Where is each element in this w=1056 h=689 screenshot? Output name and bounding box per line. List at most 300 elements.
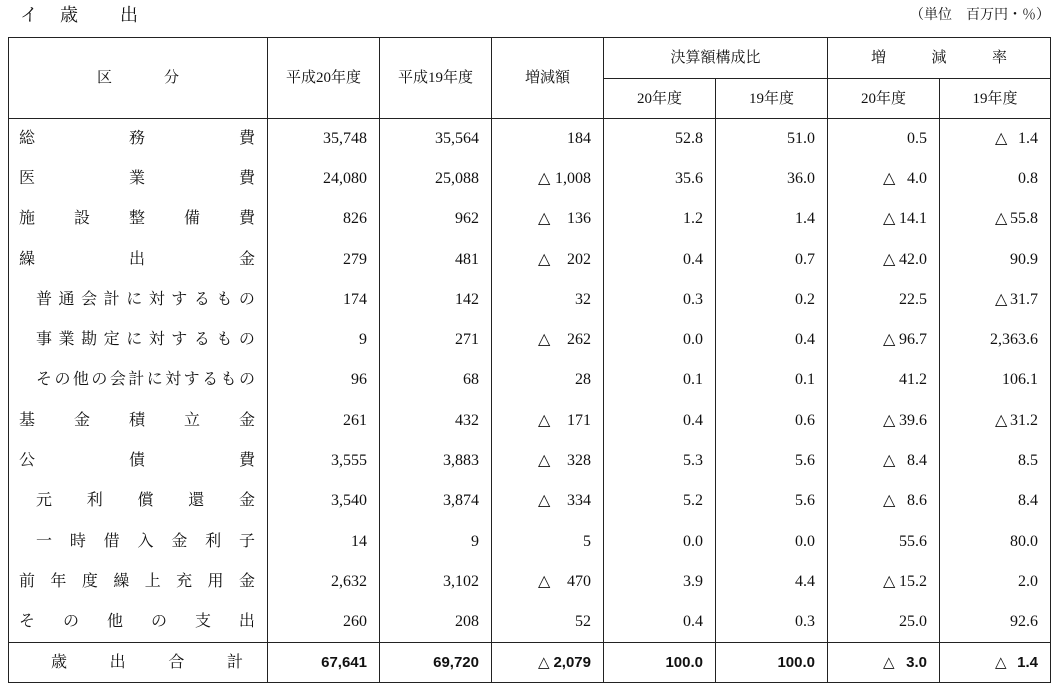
value-fy20: 24,080 [323, 169, 367, 187]
label-char: す [171, 331, 188, 349]
cell-number: 8.4 [903, 452, 928, 470]
value-change [492, 411, 603, 431]
value-change: 52 [575, 612, 591, 630]
cell-fy20 [268, 642, 380, 682]
cell-rate-fy19 [940, 360, 1051, 400]
cell-change [492, 320, 604, 360]
label-char: 整 [128, 210, 145, 228]
label-char: そ [36, 371, 53, 389]
cell-number: 262 [563, 331, 591, 349]
value-fy19: 3,874 [443, 492, 479, 510]
value-share-fy20: 52.8 [675, 129, 703, 147]
cell-fy19 [380, 360, 492, 400]
cell-change [492, 642, 604, 682]
value-share-fy20: 100.0 [665, 653, 703, 671]
cell-share-fy19 [716, 280, 828, 320]
cell-rate-fy19 [940, 199, 1051, 239]
row-label [9, 451, 267, 471]
cell-number: 171 [563, 411, 591, 429]
value-share-fy19: 100.0 [777, 653, 816, 671]
value-fy20: 9 [359, 331, 367, 349]
value-change [492, 653, 603, 673]
label-char: す [183, 371, 200, 389]
value-share-fy20: 0.0 [683, 532, 703, 550]
decrease-mark: △ [883, 572, 896, 590]
label-char: 計 [103, 290, 120, 308]
value-fy19: 3,883 [443, 452, 479, 470]
cell-share-fy19 [716, 602, 828, 642]
value-share-fy19: 1.4 [795, 210, 816, 228]
header-composition: 決算額構成比 [604, 38, 828, 79]
label-char: す [171, 290, 188, 308]
value-rate-fy20: 22.5 [899, 290, 928, 308]
value-change: 5 [583, 532, 591, 550]
row-label-cell [9, 199, 268, 239]
value-fy19: 481 [455, 250, 479, 268]
decrease-mark: △ [538, 331, 551, 349]
cell-fy20 [268, 521, 380, 561]
cell-share-fy19 [716, 642, 828, 682]
cell-rate-fy19 [940, 642, 1051, 682]
table-row [9, 119, 1051, 159]
cell-share-fy20 [604, 360, 716, 400]
label-char: 通 [58, 290, 75, 308]
label-char: に [126, 331, 143, 349]
unit-note: （単位 百万円・％） [910, 8, 1050, 23]
cell-change [492, 521, 604, 561]
header-rate-fy20: 20年度 [828, 79, 940, 119]
cell-fy19 [380, 280, 492, 320]
cell-fy19 [380, 602, 492, 642]
label-char: 還 [188, 492, 205, 510]
value-fy20: 3,540 [331, 492, 367, 510]
value-fy20: 96 [351, 371, 367, 389]
row-label-cell [9, 239, 268, 279]
cell-number: 96.7 [899, 331, 928, 349]
label-char: の [150, 612, 167, 630]
value-rate-fy19 [940, 290, 1050, 310]
label-char: 充 [176, 572, 193, 590]
label-char: 計 [226, 653, 243, 671]
decrease-mark: △ [883, 250, 896, 268]
cell-rate-fy20 [828, 401, 940, 441]
label-char: 立 [183, 411, 200, 429]
decrease-mark: △ [883, 492, 896, 510]
table-row [9, 562, 1051, 602]
cell-number: 1.4 [1012, 653, 1039, 671]
cell-rate-fy20 [828, 441, 940, 481]
cell-rate-fy19 [940, 239, 1051, 279]
label-char: 償 [137, 492, 154, 510]
section-title: イ 歳 出 [20, 5, 140, 25]
value-share-fy20: 0.4 [683, 612, 703, 630]
row-label-cell [9, 441, 268, 481]
value-rate-fy19: 90.9 [1010, 250, 1039, 268]
label-char: 普 [36, 290, 53, 308]
label-char: そ [19, 612, 36, 630]
value-rate-fy19: 2,363.6 [990, 331, 1039, 349]
cell-change [492, 159, 604, 199]
label-char: 利 [86, 492, 103, 510]
label-char: 一 [36, 532, 53, 550]
label-char: 金 [238, 411, 255, 429]
table-row [9, 239, 1051, 279]
decrease-mark: △ [883, 331, 896, 349]
decrease-mark: △ [883, 210, 896, 228]
table-row-sub [9, 320, 1051, 360]
value-rate-fy19 [940, 209, 1050, 229]
label-char: 歳 [51, 653, 68, 671]
cell-share-fy20 [604, 441, 716, 481]
label-char: の [54, 371, 71, 389]
value-fy20: 279 [343, 250, 367, 268]
cell-share-fy20 [604, 562, 716, 602]
cell-share-fy20 [604, 481, 716, 521]
cell-share-fy20 [604, 239, 716, 279]
value-share-fy19: 51.0 [787, 129, 816, 147]
label-char: 対 [148, 331, 165, 349]
cell-share-fy19 [716, 441, 828, 481]
value-fy19: 271 [455, 331, 479, 349]
cell-rate-fy20 [828, 562, 940, 602]
value-share-fy19: 0.1 [795, 371, 816, 389]
value-fy19: 3,102 [443, 572, 479, 590]
decrease-mark: △ [883, 653, 895, 671]
header-rate-label [871, 48, 1007, 68]
label-char: 支 [194, 612, 211, 630]
cell-change [492, 199, 604, 239]
cell-rate-fy19 [940, 280, 1051, 320]
cell-share-fy20 [604, 199, 716, 239]
cell-number: 42.0 [899, 250, 928, 268]
label-char: の [62, 612, 79, 630]
decrease-mark: △ [538, 169, 551, 187]
label-char: 繰 [113, 572, 130, 590]
value-rate-fy19: 92.6 [1010, 612, 1039, 630]
value-rate-fy19: 8.5 [1018, 452, 1039, 470]
label-char: 費 [238, 169, 255, 187]
value-change: 28 [575, 371, 591, 389]
cell-change [492, 360, 604, 400]
table-row [9, 199, 1051, 239]
value-fy20: 2,632 [331, 572, 367, 590]
label-char: 公 [19, 452, 36, 470]
label-char: 務 [128, 129, 145, 147]
cell-rate-fy20 [828, 119, 940, 159]
value-rate-fy20 [828, 411, 939, 431]
label-char: 積 [128, 411, 145, 429]
row-label [9, 250, 267, 270]
label-char: 金 [238, 572, 255, 590]
value-fy20: 261 [343, 411, 367, 429]
cell-share-fy20 [604, 320, 716, 360]
cell-rate-fy20 [828, 642, 940, 682]
value-change [492, 572, 603, 592]
row-label-cell [9, 642, 268, 682]
label-char: 減 [931, 50, 947, 66]
cell-number: 31.7 [1010, 290, 1039, 308]
value-rate-fy20 [828, 572, 939, 592]
label-char: に [146, 371, 163, 389]
label-char: 合 [168, 653, 185, 671]
cell-rate-fy20 [828, 602, 940, 642]
header-change: 増減額 [492, 38, 604, 119]
cell-share-fy20 [604, 280, 716, 320]
value-share-fy19: 5.6 [795, 492, 816, 510]
label-char: 元 [36, 492, 53, 510]
label-char: 借 [103, 532, 120, 550]
label-char: の [238, 331, 255, 349]
cell-fy20 [268, 320, 380, 360]
value-share-fy19: 0.0 [795, 532, 816, 550]
label-char: 出 [238, 612, 255, 630]
row-label [9, 491, 267, 511]
cell-number: 136 [563, 210, 591, 228]
row-label [9, 209, 267, 229]
cell-fy20 [268, 481, 380, 521]
decrease-mark: △ [995, 653, 1007, 671]
value-rate-fy19: 80.0 [1010, 532, 1039, 550]
cell-number: 470 [563, 572, 591, 590]
cell-fy19 [380, 481, 492, 521]
label-char: 対 [165, 371, 182, 389]
cell-number: 328 [563, 452, 591, 470]
table-row-sub [9, 280, 1051, 320]
cell-share-fy19 [716, 401, 828, 441]
value-fy20: 3,555 [331, 452, 367, 470]
value-change: 32 [575, 290, 591, 308]
cell-fy20 [268, 119, 380, 159]
value-fy19: 69,720 [433, 653, 479, 671]
cell-change [492, 401, 604, 441]
row-label [9, 532, 267, 552]
decrease-mark: △ [538, 653, 550, 671]
header-rate [828, 38, 1051, 79]
value-rate-fy19 [940, 129, 1050, 149]
decrease-mark: △ [883, 169, 896, 187]
value-change [492, 330, 603, 350]
label-char: 医 [19, 169, 36, 187]
value-change [492, 451, 603, 471]
label-char: 計 [128, 371, 145, 389]
value-change [492, 169, 603, 189]
value-fy19: 142 [455, 290, 479, 308]
row-label-cell [9, 280, 268, 320]
cell-number: 39.6 [899, 411, 928, 429]
label-char: 金 [73, 411, 90, 429]
value-fy20: 260 [343, 612, 367, 630]
cell-fy20 [268, 239, 380, 279]
label-char: 金 [171, 532, 188, 550]
cell-number: 3.0 [901, 653, 928, 671]
cell-share-fy20 [604, 401, 716, 441]
value-rate-fy19: 106.1 [1002, 371, 1039, 389]
label-char: の [238, 290, 255, 308]
decrease-mark: △ [883, 452, 896, 470]
decrease-mark: △ [883, 411, 896, 429]
decrease-mark: △ [538, 492, 551, 510]
value-rate-fy19: 0.8 [1018, 169, 1039, 187]
cell-share-fy19 [716, 360, 828, 400]
cell-number: 55.8 [1010, 210, 1039, 228]
cell-fy19 [380, 119, 492, 159]
label-char: 時 [69, 532, 86, 550]
label-char: 勘 [81, 331, 98, 349]
value-change [492, 491, 603, 511]
cell-number: 31.2 [1010, 411, 1039, 429]
cell-number: 1.4 [1014, 129, 1039, 147]
value-rate-fy19 [940, 653, 1050, 673]
cell-number: 334 [563, 492, 591, 510]
value-share-fy20: 0.4 [683, 411, 703, 429]
header-fy19: 平成19年度 [380, 38, 492, 119]
label-char: 会 [109, 371, 126, 389]
label-char: 設 [73, 210, 90, 228]
value-rate-fy20 [828, 491, 939, 511]
value-fy19: 35,564 [435, 129, 479, 147]
table-row-sub [9, 360, 1051, 400]
value-fy20: 35,748 [323, 129, 367, 147]
label-char: 備 [183, 210, 200, 228]
cell-rate-fy20 [828, 159, 940, 199]
label-char: 用 [207, 572, 224, 590]
cell-change [492, 119, 604, 159]
value-rate-fy20 [828, 653, 939, 673]
row-label-cell [9, 481, 268, 521]
cell-share-fy19 [716, 320, 828, 360]
value-share-fy19: 0.7 [795, 250, 816, 268]
cell-rate-fy20 [828, 320, 940, 360]
value-change [492, 209, 603, 229]
label-char: 業 [128, 169, 145, 187]
cell-rate-fy19 [940, 562, 1051, 602]
decrease-mark: △ [995, 290, 1008, 308]
label-char: 費 [238, 129, 255, 147]
label-char: 入 [137, 532, 154, 550]
cell-number: 2,079 [553, 653, 591, 671]
label-char: る [202, 371, 219, 389]
value-rate-fy20 [828, 169, 939, 189]
decrease-mark: △ [995, 210, 1008, 228]
value-rate-fy20 [828, 209, 939, 229]
value-share-fy20: 5.3 [683, 452, 703, 470]
row-label-cell [9, 521, 268, 561]
row-label [9, 572, 267, 592]
cell-fy19 [380, 642, 492, 682]
cell-share-fy19 [716, 562, 828, 602]
cell-share-fy20 [604, 119, 716, 159]
header-category-label [97, 68, 179, 88]
row-label-cell [9, 401, 268, 441]
label-char: 金 [238, 250, 255, 268]
label-char: 子 [238, 532, 255, 550]
label-char: も [216, 290, 233, 308]
value-fy20: 826 [343, 210, 367, 228]
row-label [9, 169, 267, 189]
cell-rate-fy19 [940, 320, 1051, 360]
value-fy19: 208 [455, 612, 479, 630]
cell-share-fy19 [716, 119, 828, 159]
header-row [9, 38, 1051, 79]
value-rate-fy20: 41.2 [899, 371, 928, 389]
label-char: 分 [163, 70, 179, 86]
row-label [9, 129, 267, 149]
cell-change [492, 481, 604, 521]
value-fy20: 14 [351, 532, 367, 550]
label-char: 出 [128, 250, 145, 268]
value-share-fy20: 0.4 [683, 250, 703, 268]
value-change [492, 250, 603, 270]
value-rate-fy20 [828, 451, 939, 471]
decrease-mark: △ [995, 411, 1008, 429]
cell-number: 8.6 [903, 492, 928, 510]
row-label [9, 330, 267, 350]
label-char: 費 [238, 452, 255, 470]
value-share-fy19: 0.4 [795, 331, 816, 349]
row-label [9, 411, 267, 431]
value-share-fy19: 5.6 [795, 452, 816, 470]
value-change: 184 [567, 129, 591, 147]
cell-fy19 [380, 159, 492, 199]
value-fy19: 962 [455, 210, 479, 228]
value-rate-fy20: 0.5 [907, 129, 928, 147]
label-char: 前 [19, 572, 36, 590]
cell-rate-fy19 [940, 441, 1051, 481]
row-label [9, 612, 267, 632]
cell-fy19 [380, 562, 492, 602]
cell-number: 1,008 [551, 169, 591, 187]
label-char: 他 [72, 371, 89, 389]
cell-rate-fy20 [828, 280, 940, 320]
row-label-cell [9, 562, 268, 602]
cell-rate-fy20 [828, 199, 940, 239]
label-char: る [193, 331, 210, 349]
value-rate-fy20 [828, 330, 939, 350]
label-char: 基 [19, 411, 36, 429]
label-char: 施 [19, 210, 36, 228]
value-share-fy20: 5.2 [683, 492, 703, 510]
value-fy19: 9 [471, 532, 479, 550]
label-char: 総 [19, 129, 36, 147]
table-row-total [9, 642, 1051, 682]
cell-change [492, 441, 604, 481]
cell-fy19 [380, 521, 492, 561]
cell-share-fy20 [604, 521, 716, 561]
row-label [9, 290, 267, 310]
table-header [9, 38, 1051, 119]
label-char: 費 [238, 210, 255, 228]
decrease-mark: △ [538, 411, 551, 429]
label-char: 債 [128, 452, 145, 470]
row-label [9, 653, 267, 673]
cell-rate-fy20 [828, 239, 940, 279]
row-label [9, 370, 267, 390]
value-share-fy20: 0.3 [683, 290, 703, 308]
label-char: も [216, 331, 233, 349]
cell-change [492, 239, 604, 279]
value-share-fy20: 3.9 [683, 572, 703, 590]
row-label-cell [9, 360, 268, 400]
value-share-fy19: 0.2 [795, 290, 816, 308]
cell-share-fy20 [604, 602, 716, 642]
header-rate-fy19: 19年度 [940, 79, 1051, 119]
cell-fy19 [380, 239, 492, 279]
label-char: の [91, 371, 108, 389]
label-char: 度 [81, 572, 98, 590]
label-char: 区 [97, 70, 113, 86]
table-row-sub [9, 481, 1051, 521]
decrease-mark: △ [995, 129, 1008, 147]
